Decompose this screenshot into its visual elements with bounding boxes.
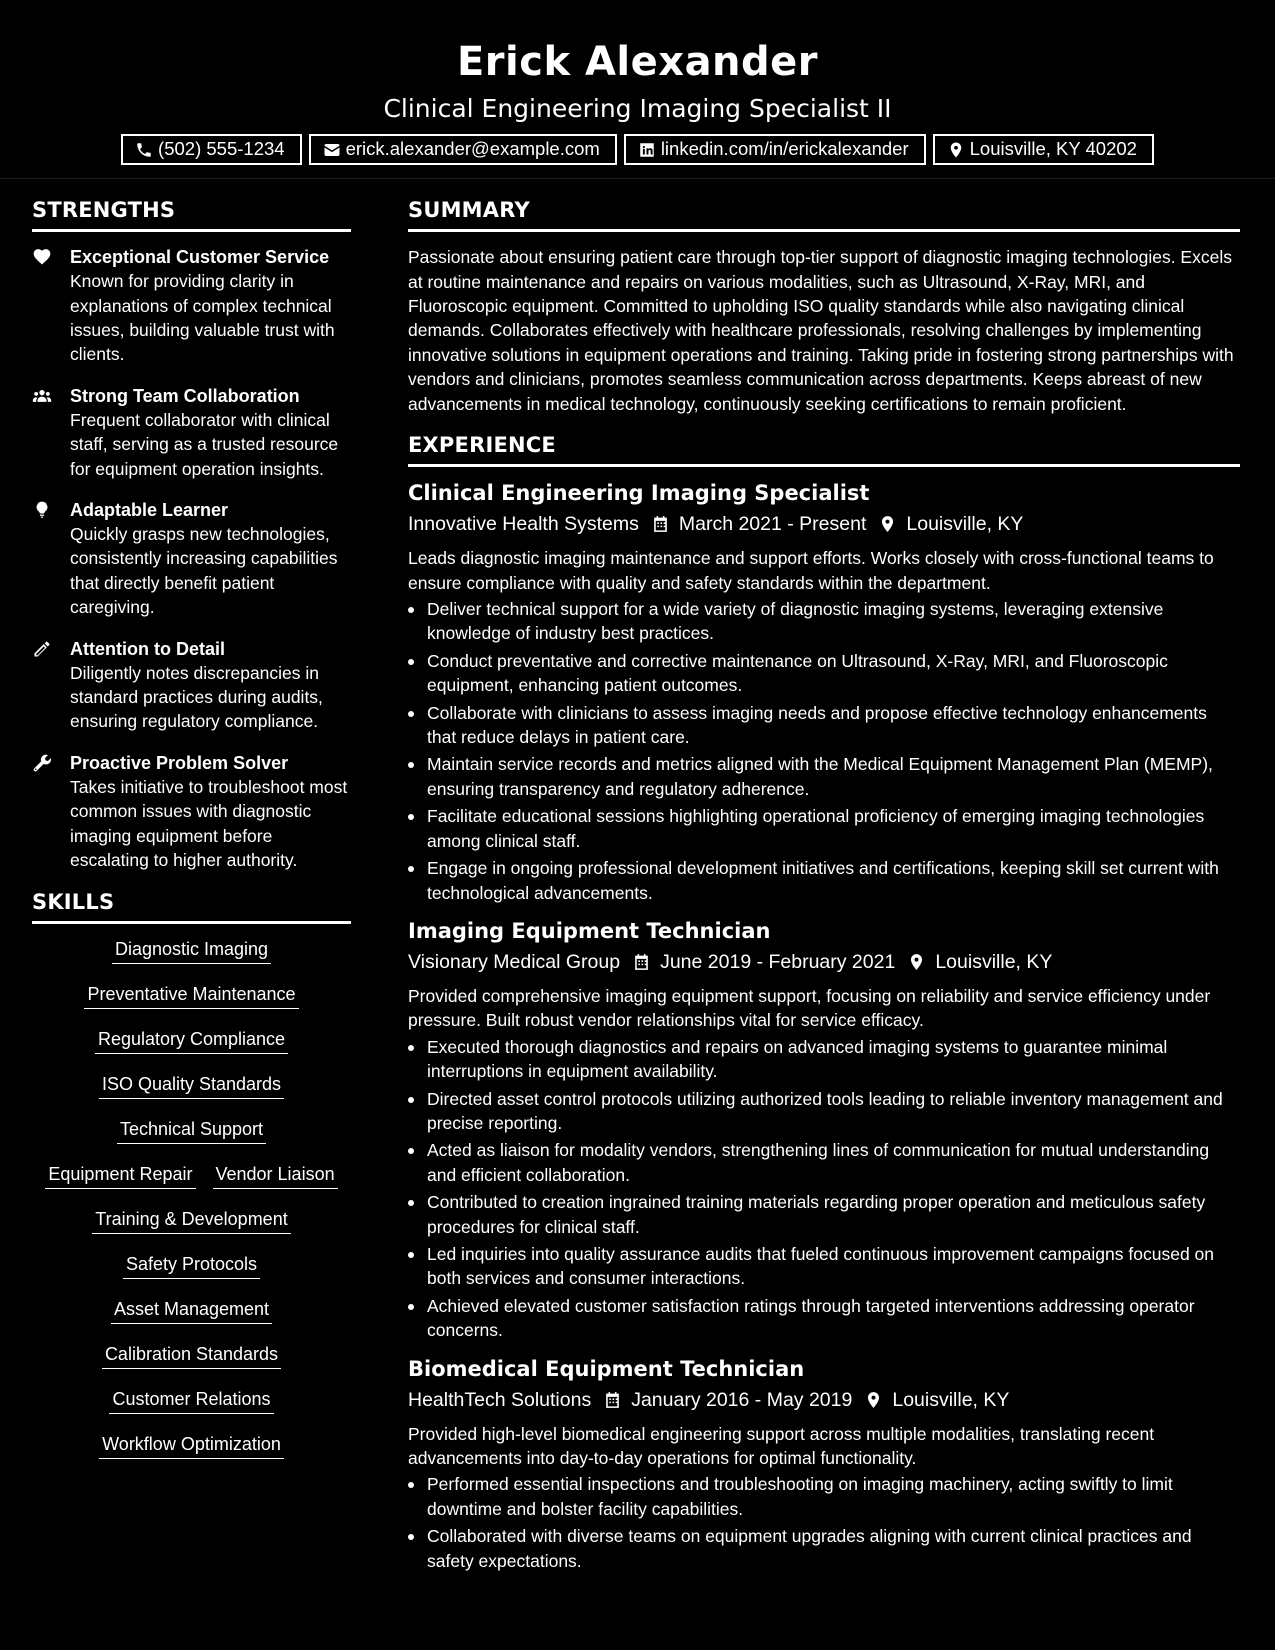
job-bullet: Led inquiries into quality assurance audits that fueled continuous improvement campaigns focused on both services and consumer interactions. — [408, 1242, 1240, 1291]
calendar-icon — [632, 952, 651, 972]
job-description: Leads diagnostic imaging maintenance and support efforts. Works closely with cross-functional teams to ensure compliance with quality and safety standards within the department. — [408, 548, 1214, 593]
skill-row — [32, 1387, 351, 1432]
contact-bar — [0, 134, 1275, 165]
job-meta — [408, 1386, 1240, 1414]
strength-desc: Takes initiative to troubleshoot most common issues with diagnostic imaging equipment before escalating to higher authority. — [70, 776, 348, 871]
skill-row — [32, 1072, 351, 1117]
job-meta — [408, 510, 1240, 538]
skill-row — [32, 937, 351, 982]
job-dates: March 2021 - Present — [678, 513, 867, 536]
calendar-icon — [651, 514, 670, 534]
candidate-title: Clinical Engineering Imaging Specialist II — [383, 94, 892, 123]
skill-row — [32, 1162, 351, 1207]
job-entry — [408, 918, 1240, 1343]
calendar-icon — [603, 1390, 622, 1410]
strength-item — [32, 245, 351, 367]
skill-tag: Vendor Liaison — [213, 1162, 338, 1189]
skill-row — [32, 1342, 351, 1387]
strengths-heading: STRENGTHS — [32, 198, 351, 232]
strength-title: Adaptable Learner — [70, 500, 229, 521]
heart-icon — [32, 247, 52, 267]
skill-row — [32, 1027, 351, 1072]
job-bullet: Executed thorough diagnostics and repairs on advanced imaging systems to guarantee minimal interruptions in equipment availability. — [408, 1035, 1240, 1084]
job-bullets — [408, 1035, 1240, 1343]
linkedin-icon — [638, 141, 656, 159]
experience-list — [408, 480, 1240, 1573]
skills-heading: SKILLS — [32, 890, 351, 924]
skill-tag: Safety Protocols — [123, 1252, 260, 1279]
contact-linkedin[interactable] — [624, 134, 926, 165]
skill-row — [32, 1252, 351, 1297]
envelope-icon — [323, 141, 341, 159]
skill-tag: Preventative Maintenance — [84, 982, 298, 1009]
users-icon — [32, 386, 52, 406]
strength-title: Strong Team Collaboration — [70, 385, 300, 406]
strength-item — [32, 637, 351, 734]
job-location: Louisville, KY — [892, 1388, 1010, 1411]
skill-row — [32, 1297, 351, 1342]
pencil-icon — [32, 639, 52, 659]
job-dates: January 2016 - May 2019 — [631, 1388, 853, 1411]
strength-title: Attention to Detail — [70, 638, 225, 659]
contact-linkedin-text: linkedin.com/in/erickalexander — [660, 138, 909, 160]
map-pin-icon — [947, 141, 965, 159]
phone-icon — [135, 141, 153, 159]
job-bullet: Acted as liaison for modality vendors, strengthening lines of communication for mutual understanding and efficient collaboration. — [408, 1138, 1240, 1187]
skill-row — [32, 1207, 351, 1252]
contact-location — [933, 134, 1154, 165]
job-bullet: Performed essential inspections and troubleshooting on imaging machinery, acting swiftly to limit downtime and bolster facility capabilities. — [408, 1472, 1240, 1521]
skill-tag: Calibration Standards — [102, 1342, 281, 1369]
job-title: Imaging Equipment Technician — [408, 918, 771, 943]
job-description: Provided high-level biomedical engineering support across multiple modalities, translating recent advancements into day-to-day operations for optimal functionality. — [408, 1423, 1155, 1468]
job-entry — [408, 1356, 1240, 1573]
summary-text: Passionate about ensuring patient care through top-tier support of diagnostic imaging technologies. Excels at routine maintenance and repairs on various modalities, such as Ultrasound, X-Ray, MRI, and Fluoroscopic equipment. Committed to upholding ISO quality standards while also navigating clinical demands. Collaborates effectively with healthcare professionals, resolving challenges by implementing innovative solutions in equipment operations and training. Taking pride in fostering strong partnerships with vendors and clinicians, promotes seamless communication across departments. Keeps abreast of new advancements in medical technology, continuously seeking certifications to remain proficient. — [408, 247, 1234, 414]
job-bullet: Contributed to creation ingrained training materials regarding proper operation and meticulous safety procedures for clinical staff. — [408, 1190, 1240, 1239]
skills-list — [32, 937, 351, 1477]
job-bullet: Directed asset control protocols utilizing authorized tools leading to reliable inventory management and precise reporting. — [408, 1087, 1240, 1136]
job-bullet: Deliver technical support for a wide variety of diagnostic imaging systems, leveraging extensive knowledge of industry best practices. — [408, 597, 1240, 646]
job-bullet: Engage in ongoing professional development initiatives and certifications, keeping skill set current with technological advancements. — [408, 856, 1240, 905]
skill-tag: Training & Development — [92, 1207, 290, 1234]
skill-row — [32, 982, 351, 1027]
experience-heading: EXPERIENCE — [408, 433, 1240, 467]
map-pin-icon — [864, 1390, 883, 1410]
job-bullet: Maintain service records and metrics aligned with the Medical Equipment Management Plan (MEMP), ensuring transparency and regulatory adherence. — [408, 752, 1240, 801]
contact-phone[interactable] — [121, 134, 302, 165]
map-pin-icon — [907, 952, 926, 972]
wrench-icon — [32, 753, 52, 773]
job-bullets — [408, 1472, 1240, 1573]
job-location: Louisville, KY — [935, 950, 1053, 973]
strength-item — [32, 751, 351, 873]
job-company: HealthTech Solutions — [408, 1388, 592, 1411]
strength-title: Proactive Problem Solver — [70, 752, 289, 773]
job-entry — [408, 480, 1240, 905]
job-location: Louisville, KY — [906, 513, 1024, 536]
job-bullet: Conduct preventative and corrective maintenance on Ultrasound, X-Ray, MRI, and Fluoroscopic equipment, enhancing patient outcomes. — [408, 649, 1240, 698]
skill-tag: ISO Quality Standards — [99, 1072, 284, 1099]
skill-row — [32, 1432, 351, 1477]
job-description: Provided comprehensive imaging equipment support, focusing on reliability and service efficiency under pressure. Built robust vendor relationships vital for service efficacy. — [408, 985, 1211, 1031]
job-title: Biomedical Equipment Technician — [408, 1356, 805, 1381]
job-bullet: Collaborated with diverse teams on equipment upgrades aligning with current clinical practices and safety expectations. — [408, 1524, 1240, 1573]
sidebar — [32, 198, 351, 1477]
skill-tag: Workflow Optimization — [99, 1432, 284, 1459]
contact-email[interactable] — [309, 134, 617, 165]
job-bullet: Facilitate educational sessions highlighting operational proficiency of emerging imaging technologies among clinical staff. — [408, 804, 1240, 853]
contact-email-text: erick.alexander@example.com — [345, 138, 600, 160]
strength-item — [32, 384, 351, 481]
strength-item — [32, 498, 351, 620]
resume-header — [0, 0, 1275, 179]
skill-tag: Technical Support — [117, 1117, 266, 1144]
contact-phone-text: (502) 555-1234 — [158, 138, 285, 160]
skill-tag: Regulatory Compliance — [95, 1027, 288, 1054]
map-pin-icon — [878, 514, 897, 534]
strength-desc: Frequent collaborator with clinical staff, serving as a trusted resource for equipment operation insights. — [70, 409, 339, 479]
job-company: Visionary Medical Group — [408, 950, 621, 973]
strength-desc: Diligently notes discrepancies in standard practices during audits, ensuring regulatory compliance. — [70, 662, 323, 732]
lightbulb-icon — [32, 500, 52, 520]
contact-location-text: Louisville, KY 40202 — [969, 138, 1137, 160]
summary-heading: SUMMARY — [408, 198, 1240, 232]
strength-title: Exceptional Customer Service — [70, 247, 330, 268]
skill-row — [32, 1117, 351, 1162]
job-dates: June 2019 - February 2021 — [660, 950, 896, 973]
job-title: Clinical Engineering Imaging Specialist — [408, 481, 870, 506]
main-content — [408, 198, 1240, 1586]
job-bullet: Collaborate with clinicians to assess imaging needs and propose effective technology enhancements that reduce delays in patient care. — [408, 701, 1240, 750]
skill-tag: Asset Management — [111, 1297, 272, 1324]
job-company: Innovative Health Systems — [408, 513, 639, 536]
skill-tag: Customer Relations — [109, 1387, 273, 1414]
job-bullet: Achieved elevated customer satisfaction ratings through targeted interventions addressing operator concerns. — [408, 1294, 1240, 1343]
skill-tag: Equipment Repair — [45, 1162, 195, 1189]
job-bullets — [408, 597, 1240, 905]
job-meta — [408, 948, 1240, 976]
skill-tag: Diagnostic Imaging — [112, 937, 271, 964]
candidate-name: Erick Alexander — [456, 39, 819, 85]
strength-desc: Known for providing clarity in explanations of complex technical issues, building valuable trust with clients. — [70, 271, 335, 365]
strength-desc: Quickly grasps new technologies, consistently increasing capabilities that directly benefit patient caregiving. — [70, 524, 338, 618]
